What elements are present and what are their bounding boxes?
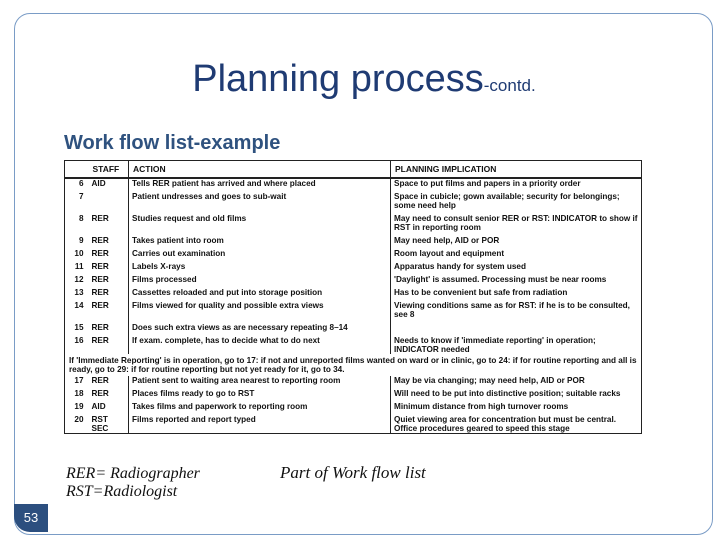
row-action: Patient undresses and goes to sub-wait — [129, 188, 391, 210]
row-action: Films processed — [129, 271, 391, 284]
row-staff: RER — [89, 245, 129, 258]
page-number: 53 — [14, 504, 48, 532]
row-action: Carries out examination — [129, 245, 391, 258]
row-implication: Needs to know if 'immediate reporting' in operation; INDICATOR needed — [391, 332, 642, 354]
row-staff: AID — [89, 178, 129, 188]
caption-part: Part of Work flow list — [280, 463, 426, 482]
table-row — [65, 210, 642, 232]
row-implication: May need to consult senior RER or RST: INDICATOR to show if RST in reporting room — [391, 210, 642, 232]
row-number: 6 — [65, 178, 89, 188]
table-header-row — [65, 161, 642, 179]
row-action: Films reported and report typed — [129, 411, 391, 434]
row-staff: RER — [89, 297, 129, 319]
row-staff: RER — [89, 258, 129, 271]
row-staff — [89, 188, 129, 210]
row-number: 9 — [65, 232, 89, 245]
row-implication: Has to be convenient but safe from radiation — [391, 284, 642, 297]
table-row — [65, 385, 642, 398]
header-implication: PLANNING IMPLICATION — [391, 161, 642, 179]
header-staff: STAFF — [89, 161, 129, 179]
row-implication: Space to put films and papers in a priority order — [391, 178, 642, 188]
row-number: 18 — [65, 385, 89, 398]
title-suffix: -contd. — [483, 76, 536, 95]
table-row — [65, 284, 642, 297]
table-row — [65, 271, 642, 284]
row-staff: RER — [89, 232, 129, 245]
row-number: 7 — [65, 188, 89, 210]
row-implication: 'Daylight' is assumed. Processing must be near rooms — [391, 271, 642, 284]
table-row — [65, 297, 642, 319]
table-row — [65, 376, 642, 385]
row-implication — [391, 319, 642, 332]
row-implication: Quiet viewing area for concentration but must be central. Office procedures geared to speed this stage — [391, 411, 642, 434]
row-implication: Space in cubicle; gown available; security for belongings; some need help — [391, 188, 642, 210]
row-number: 16 — [65, 332, 89, 354]
row-action: Takes patient into room — [129, 232, 391, 245]
row-action: Films viewed for quality and possible extra views — [129, 297, 391, 319]
row-action: Cassettes reloaded and put into storage position — [129, 284, 391, 297]
table-body-b — [65, 376, 642, 434]
row-implication: Minimum distance from high turnover rooms — [391, 398, 642, 411]
row-staff: RER — [89, 385, 129, 398]
header-action: ACTION — [129, 161, 391, 179]
row-staff: RER — [89, 319, 129, 332]
slide-subtitle: Work flow list-example — [64, 132, 281, 154]
routing-note: If 'Immediate Reporting' is in operation, go to 17: if not and unreported films wanted on ward or in clinic, go to 24: if for routine reporting and all is ready, go to 29: if for routine reporting but not yet ready for it, go to 34. — [65, 354, 642, 376]
row-number: 11 — [65, 258, 89, 271]
row-implication: Room layout and equipment — [391, 245, 642, 258]
row-number: 14 — [65, 297, 89, 319]
row-staff: AID — [89, 398, 129, 411]
row-number: 12 — [65, 271, 89, 284]
table-row — [65, 178, 642, 188]
row-staff: RER — [89, 210, 129, 232]
table-row — [65, 258, 642, 271]
table-row — [65, 188, 642, 210]
table-row — [65, 398, 642, 411]
row-number: 17 — [65, 376, 89, 385]
row-staff: RST SEC — [89, 411, 129, 434]
slide-title — [0, 58, 728, 101]
row-number: 19 — [65, 398, 89, 411]
row-implication: Will need to be put into distinctive position; suitable racks — [391, 385, 642, 398]
caption-rst: RST=Radiologist — [66, 483, 178, 500]
row-action: Does such extra views as are necessary repeating 8–14 — [129, 319, 391, 332]
row-action: Labels X-rays — [129, 258, 391, 271]
row-implication: May be via changing; may need help, AID or POR — [391, 376, 642, 385]
row-action: Places films ready to go to RST — [129, 385, 391, 398]
row-action: If exam. complete, has to decide what to do next — [129, 332, 391, 354]
table-row — [65, 332, 642, 354]
row-number: 10 — [65, 245, 89, 258]
row-number: 8 — [65, 210, 89, 232]
row-implication: Apparatus handy for system used — [391, 258, 642, 271]
row-action: Tells RER patient has arrived and where placed — [129, 178, 391, 188]
row-action: Takes films and paperwork to reporting room — [129, 398, 391, 411]
row-staff: RER — [89, 376, 129, 385]
row-number: 15 — [65, 319, 89, 332]
table-row — [65, 232, 642, 245]
row-staff: RER — [89, 271, 129, 284]
caption-rer: RER= Radiographer — [66, 465, 200, 482]
title-main: Planning process — [192, 58, 484, 100]
table-row — [65, 245, 642, 258]
row-staff: RER — [89, 284, 129, 297]
row-number: 13 — [65, 284, 89, 297]
row-implication: May need help, AID or POR — [391, 232, 642, 245]
row-staff: RER — [89, 332, 129, 354]
table-note-body — [65, 354, 642, 376]
row-implication: Viewing conditions same as for RST: if he is to be consulted, see 8 — [391, 297, 642, 319]
workflow-table — [64, 160, 642, 434]
workflow-document — [64, 160, 642, 470]
table-row — [65, 411, 642, 434]
table-row — [65, 319, 642, 332]
row-action: Patient sent to waiting area nearest to reporting room — [129, 376, 391, 385]
row-action: Studies request and old films — [129, 210, 391, 232]
row-number: 20 — [65, 411, 89, 434]
table-body-a — [65, 178, 642, 354]
